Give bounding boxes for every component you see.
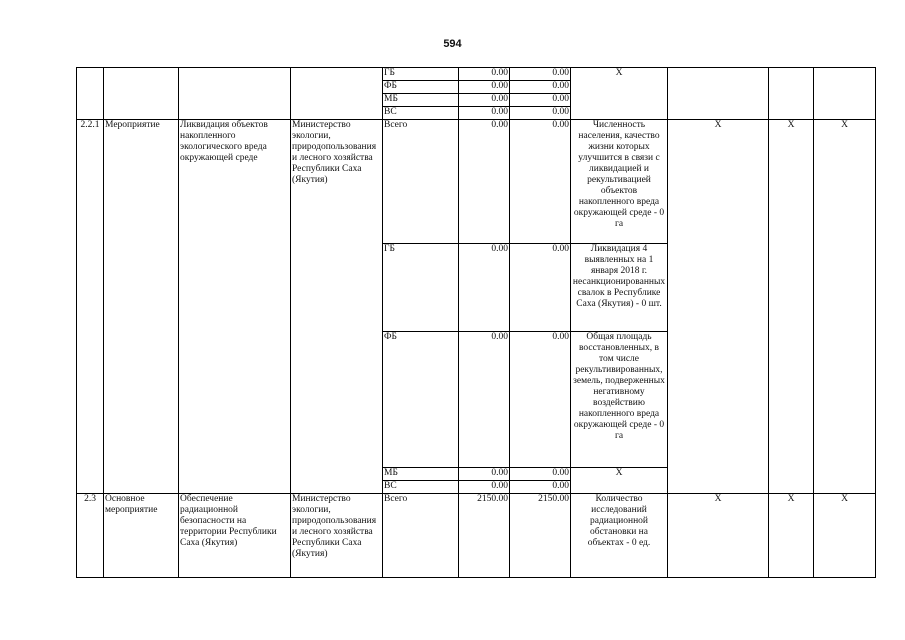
value-cell: 2150.00 (459, 494, 510, 578)
value-cell: 0.00 (510, 81, 571, 94)
value-cell: 0.00 (459, 94, 510, 107)
page-number: 594 (443, 38, 462, 50)
value-cell: 0.00 (459, 107, 510, 120)
indicator-cell: Количество исследований радиационной обстановки на объектах - 0 ед. (571, 494, 668, 578)
fund-source-cell: Всего (383, 494, 459, 578)
fund-source-cell: ВС (383, 107, 459, 120)
indicator-cell: Общая площадь восстановленных, в том числе рекультивированных, земель, подверженных негативному воздействию накопленного вреда окружающей среде - 0 га (571, 332, 668, 468)
mark-cell: Х (668, 120, 769, 494)
program-table (76, 67, 876, 578)
table-row (77, 68, 876, 81)
value-cell: 0.00 (510, 107, 571, 120)
indicator-cell: Х (571, 468, 668, 494)
mark-cell: Х (769, 494, 814, 578)
value-cell: 0.00 (510, 68, 571, 81)
executor-cell: Министерство экологии, природопользования и лесного хозяйства Республики Саха (Якутия) (291, 120, 383, 494)
fund-source-cell: ГБ (383, 244, 459, 332)
fund-source-cell: ВС (383, 481, 459, 494)
mark-cell (814, 68, 876, 120)
mark-cell: Х (769, 120, 814, 494)
value-cell: 0.00 (459, 481, 510, 494)
mark-cell (668, 68, 769, 120)
value-cell: 0.00 (510, 244, 571, 332)
table-row (77, 120, 876, 244)
mark-cell: Х (814, 120, 876, 494)
executor-cell: Министерство экологии, природопользования и лесного хозяйства Республики Саха (Якутия) (291, 494, 383, 578)
value-cell: 0.00 (510, 332, 571, 468)
value-cell: 0.00 (459, 332, 510, 468)
value-cell: 0.00 (459, 244, 510, 332)
fund-source-cell: МБ (383, 94, 459, 107)
type-cell: Мероприятие (104, 120, 179, 494)
name-cell (179, 68, 291, 120)
indicator-cell: Ликвидация 4 выявленных на 1 января 2018 г. несанкционированных свалок в Республике Саха (Якутия) - 0 шт. (571, 244, 668, 332)
type-cell: Основное мероприятие (104, 494, 179, 578)
value-cell: 0.00 (459, 468, 510, 481)
number-cell: 2.2.1 (77, 120, 104, 494)
value-cell: 0.00 (459, 81, 510, 94)
executor-cell (291, 68, 383, 120)
mark-cell (769, 68, 814, 120)
fund-source-cell: ФБ (383, 332, 459, 468)
value-cell: 0.00 (510, 481, 571, 494)
value-cell: 2150.00 (510, 494, 571, 578)
value-cell: 0.00 (459, 68, 510, 81)
value-cell: 0.00 (510, 120, 571, 244)
mark-cell: Х (668, 494, 769, 578)
value-cell: 0.00 (510, 94, 571, 107)
fund-source-cell: ГБ (383, 68, 459, 81)
number-cell: 2.3 (77, 494, 104, 578)
fund-source-cell: ФБ (383, 81, 459, 94)
mark-cell: Х (814, 494, 876, 578)
value-cell: 0.00 (510, 468, 571, 481)
value-cell: 0.00 (459, 120, 510, 244)
name-cell: Обеспечение радиационной безопасности на территории Республики Саха (Якутия) (179, 494, 291, 578)
table-row (77, 494, 876, 578)
indicator-cell: Численность населения, качество жизни которых улучшится в связи с ликвидацией и рекультивацией объектов накопленного вреда окружающей среде - 0 га (571, 120, 668, 244)
type-cell (104, 68, 179, 120)
number-cell (77, 68, 104, 120)
fund-source-cell: Всего (383, 120, 459, 244)
indicator-cell: Х (571, 68, 668, 120)
name-cell: Ликвидация объектов накопленного экологического вреда окружающей среде (179, 120, 291, 494)
fund-source-cell: МБ (383, 468, 459, 481)
